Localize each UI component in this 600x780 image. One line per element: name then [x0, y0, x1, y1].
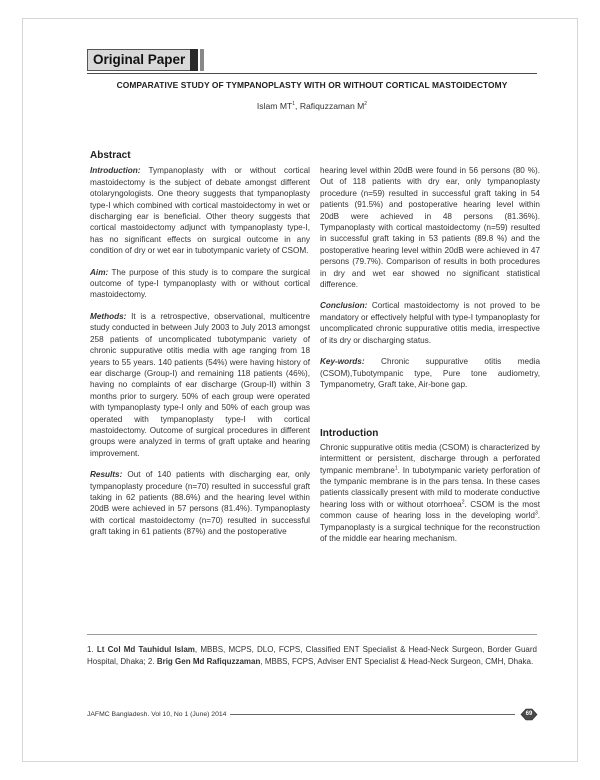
footnote-author-2: Brig Gen Md Rafiquzzaman: [156, 657, 261, 667]
badge-bar-light: [200, 49, 204, 71]
abstract-heading: Abstract: [90, 150, 131, 161]
intro-text-2: . In tubotympanic variety perforation of the tympanic membrane is in the pars tensa. In these cases patients classically present with mild to moderate conductive hearing loss with or without otorrhoea: [320, 465, 541, 509]
article-type-label: Original Paper: [87, 49, 190, 71]
footnote-number: 1.: [87, 645, 97, 654]
aim-text: The purpose of this study is to compare the surgical outcome of type-I tympanoplasty with or without cortical mastoidectomy.: [90, 267, 310, 300]
footnote-desc-1: , MBBS, MCPS, DLO, FCPS, Classified ENT Specialist & Head-Neck Surgeon, Border Guard Hospital, Dhaka; 2.: [87, 645, 537, 667]
intro-text-4: . Tympanoplasty is a surgical technique for the reconstruction of the middle ear hearing mechanism.: [320, 511, 540, 543]
page-number-badge: [519, 708, 539, 721]
introduction-label: Introduction:: [90, 166, 141, 176]
abstract-aim: [90, 267, 310, 301]
abstract-results: [90, 469, 310, 537]
intro-text-1: Chronic suppurative otitis media (CSOM) is characterized by intermittent or persistent, discharge through a perforated tympanic membrane: [320, 442, 540, 475]
left-column: [90, 150, 310, 548]
page-number: 69: [525, 710, 533, 717]
right-column: [320, 165, 540, 554]
keywords-text: Chronic suppurative otitis media (CSOM),Tubotympanic type, Pure tone audiometry, Tympanometry, Graft take, Air-bone gap.: [320, 357, 540, 389]
abstract-introduction: [90, 165, 310, 256]
introduction-paragraph: [320, 442, 540, 545]
citation-1: 1: [394, 464, 398, 471]
aim-label: Aim:: [90, 267, 109, 277]
footnote-rule: [87, 634, 537, 635]
abstract-keywords: [320, 356, 540, 390]
footnote-author-1: Lt Col Md Tauhidul Islam: [96, 645, 195, 654]
conclusion-label: Conclusion:: [320, 301, 368, 311]
footnote-desc-2: , MBBS, FCPS, Adviser ENT Specialist & Head-Neck Surgeon, CMH, Dhaka.: [260, 657, 534, 667]
journal-citation: JAFMC Bangladesh. Vol 10, No 1 (June) 2014: [87, 710, 227, 718]
abstract-methods: [90, 311, 310, 459]
header-rule: [87, 73, 537, 74]
results-text: Out of 140 patients with discharging ear, only tympanoplasty procedure (n=70) resulted in successful graft taking in 62 patients (88.6%) and the hearing level within 20dB were achieved in 57 persons (81.4%). Tympanoplasty with cortical mastoidectomy (n=70) resulted in successful graft taking in 61 patients (87%) and the postoperative: [90, 470, 310, 537]
page-footer: [87, 707, 539, 721]
author-1-affiliation: 1: [292, 101, 296, 108]
citation-2: 2: [461, 499, 465, 506]
keywords-label: Key-words:: [320, 357, 365, 367]
author-line: [87, 101, 537, 111]
intro-text-3: . CSOM is the most common cause of hearing loss in the developing world: [320, 499, 541, 521]
author-2-affiliation: 2: [364, 101, 368, 108]
author-1: Islam MT: [256, 101, 293, 111]
author-separator: ,: [295, 101, 300, 111]
abstract-conclusion: [320, 300, 540, 346]
author-footnote: [87, 644, 537, 668]
methods-text: It is a retrospective, observational, multicentre study conducted in between July 2003 to July 2013 amongst 258 patients of uncomplicated tubotympanic variety of chronic suppurative otitis media with age ranging from 18 years to 55 years. 140 patients (54%) were having history of ear discharge (Group-I) and remaining 118 patients (46%), having no complaints of ear discharge (Group-II) within 3 months prior to surgery. 50% of each group were operated with tympanoplasty type-I only and 50% of each group was operated with tympanoplasty type-I with cortical mastoidectomy. Outcome of surgical procedures in different groups were analyzed in terms of graft uptake and hearing improvement.: [90, 311, 310, 458]
footer-rule: [230, 714, 515, 715]
methods-label: Methods:: [90, 311, 127, 321]
conclusion-text: Cortical mastoidectomy is not proved to be mandatory or effectively helpful with type-I tympanoplasty for uncomplicated chronic suppurative otitis media, irrespective of its dry or discharging status.: [320, 301, 540, 345]
introduction-heading: Introduction: [320, 428, 379, 440]
author-2: Rafiquzzaman M: [299, 101, 365, 111]
article-type-badge: [87, 49, 204, 71]
results-label: Results:: [90, 470, 123, 480]
introduction-text: Tympanoplasty with or without cortical mastoidectomy is the subject of debate amongst different otolaryngologists. One theory suggests that tympanoplasty type-I which combined with cortical mastoidectomy in wet or discharging ear is beneficial. Other theory suggests that cortical mastoidectomy adjunct with tympanoplasty type-I, has no significant effects on surgical outcome in any condition of dry or wet ear in tubotympanic variety of CSOM.: [90, 166, 310, 256]
citation-3: 3: [534, 510, 538, 517]
abstract-results-continued: hearing level within 20dB were found in 56 persons (80 %). Out of 118 patients with dry ear, only tympanoplasty procedure (n=59) resulted in successful graft taking in 54 patients (91.5%) and postoperative hearing level within 20dB were achieved in 48 persons (81.36%). Tympanoplasty with cortical mastoidectomy (n=59) resulted in successful graft taking in 53 patients (89.8 %) and the postoperative hearing level within 20dB were achieved in 47 persons (79.7%). Comparison of results in both procedures in dry and wet ear showed no significant statistical difference.: [320, 166, 540, 290]
paper-title: COMPARATIVE STUDY OF TYMPANOPLASTY WITH OR WITHOUT CORTICAL MASTOIDECTOMY: [116, 80, 508, 90]
badge-bar: [190, 49, 198, 71]
